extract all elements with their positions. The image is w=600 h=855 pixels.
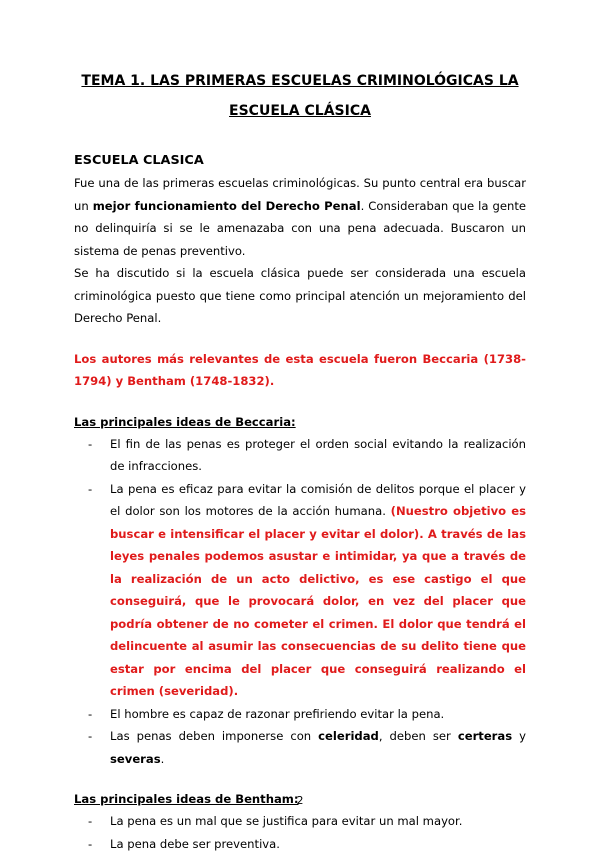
discussion-paragraph: Se ha discutido si la escuela clásica puede ser considerada una escuela criminológica puesto que tiene como principal atención un mejoramiento del Derecho Penal.	[74, 262, 526, 330]
list-item	[74, 810, 526, 833]
list-item	[74, 433, 526, 478]
item-text-e: y	[512, 729, 526, 743]
dash-bullet: -	[88, 478, 92, 501]
title-line-2: ESCUELA CLÁSICA	[60, 96, 540, 126]
item-text-a: Las penas deben imponerse con	[110, 729, 318, 743]
item-text: El fin de las penas es proteger el orden social evitando la realización de infracciones.	[110, 437, 526, 474]
item-text-severas: severas	[110, 752, 161, 766]
intro-paragraph	[74, 172, 526, 262]
dash-bullet: -	[88, 703, 92, 726]
dash-bullet: -	[88, 833, 92, 855]
title-line-1: TEMA 1. LAS PRIMERAS ESCUELAS CRIMINOLÓGICAS LA	[60, 66, 540, 96]
item-text-certeras: certeras	[458, 729, 512, 743]
item-text: El hombre es capaz de razonar prefiriendo evitar la pena.	[110, 707, 444, 721]
dash-bullet: -	[88, 725, 92, 748]
section-heading: ESCUELA CLASICA	[74, 150, 526, 172]
dash-bullet: -	[88, 810, 92, 833]
item-text: La pena debe ser preventiva.	[110, 837, 280, 851]
item-text-highlight: (Nuestro objetivo es buscar e intensificar el placer y evitar el dolor). A través de las leyes penales podemos asustar e intimidar, ya que a través de la realización de un acto delictivo, es ese castigo el que conseguirá, que le provocará dolor, en vez del placer que podría obtener de no cometer el crimen. El dolor que tendrá el delincuente al asumir las consecuencias de su delito tiene que estar por encima del placer que conseguirá realizando el crimen (severidad).	[110, 504, 526, 698]
document-body	[74, 150, 526, 855]
item-text-celeridad: celeridad	[318, 729, 379, 743]
item-text: La pena es eficaz para evitar la comisión de delitos porque el placer y el dolor son los motores de la acción humana.	[110, 482, 526, 519]
beccaria-heading: Las principales ideas de Beccaria:	[74, 411, 526, 433]
item-text: La pena es un mal que se justifica para evitar un mal mayor.	[110, 814, 462, 828]
list-item	[74, 703, 526, 726]
page-title	[60, 66, 540, 126]
list-item	[74, 725, 526, 770]
intro-text-a: Fue una de las primeras escuelas criminológicas. Su punto central era buscar un	[74, 176, 526, 213]
bentham-heading: Las principales ideas de Bentham:	[74, 788, 526, 810]
item-text-c: , deben ser	[379, 729, 458, 743]
authors-paragraph: Los autores más relevantes de esta escuela fueron Beccaria (1738-1794) y Bentham (1748-1832).	[74, 348, 526, 393]
page-number: 2	[0, 794, 600, 807]
beccaria-list	[74, 433, 526, 771]
dash-bullet: -	[88, 433, 92, 456]
bentham-list	[74, 810, 526, 855]
list-item	[74, 478, 526, 703]
intro-text-c: . Consideraban que la gente no delinquiría si se le amenazaba con una pena adecuada. Buscaron un sistema de penas preventivo.	[74, 199, 526, 258]
item-text-g: .	[161, 752, 165, 766]
list-item	[74, 833, 526, 855]
intro-text-bold: mejor funcionamiento del Derecho Penal	[93, 199, 361, 213]
